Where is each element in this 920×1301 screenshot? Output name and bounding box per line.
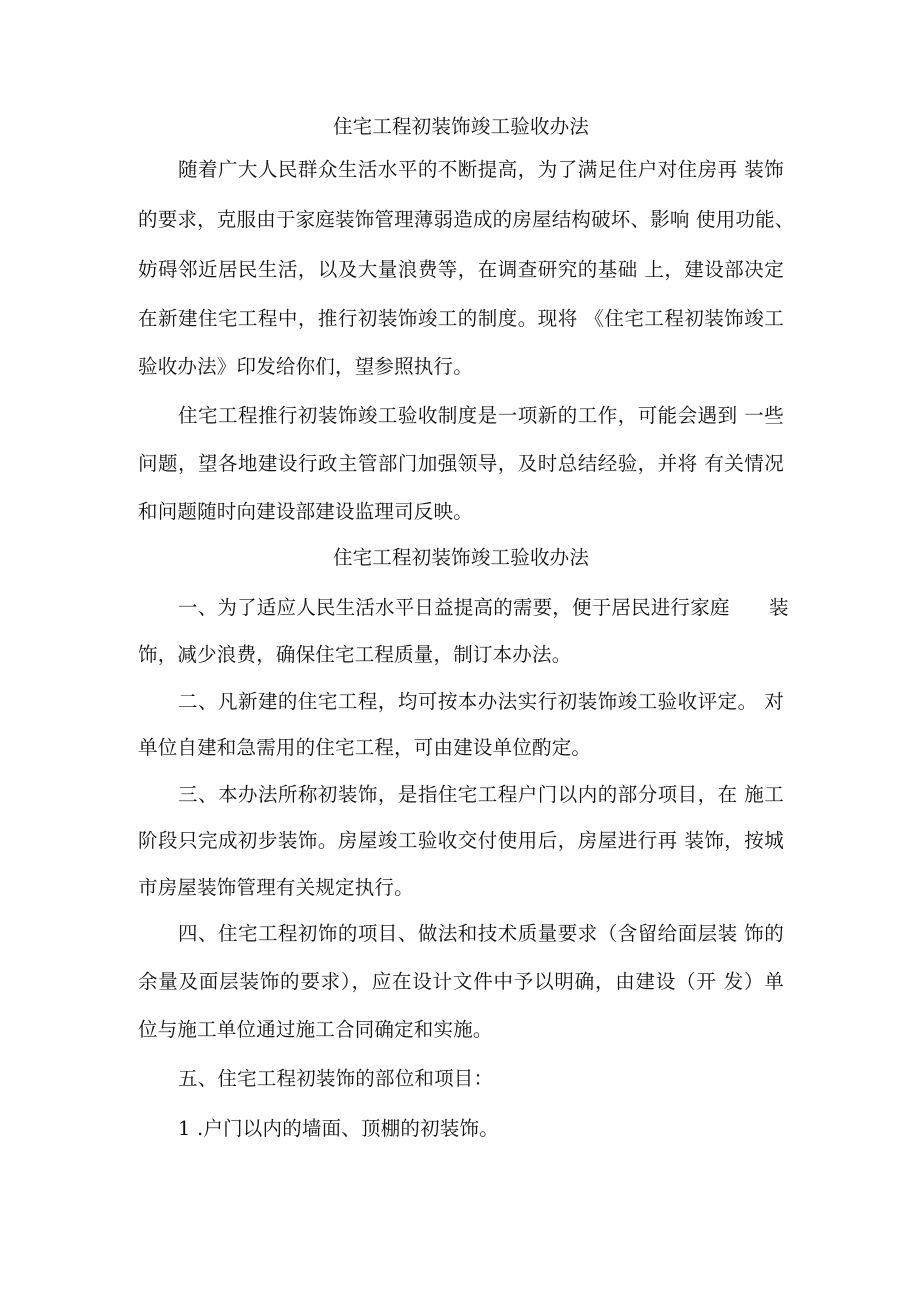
article-4-line-2: 余量及面层装饰的要求），应在设计文件中予以明确，由建设（开 发）单	[138, 970, 784, 993]
article-1-line-2: 饰，减少浪费，确保住宅工程质量，制订本办法。	[138, 643, 572, 666]
section-title: 住宅工程初装饰竣工验收办法	[332, 546, 590, 569]
intro-paragraph-1-line-5: 验收办法》印发给你们，望参照执行。	[138, 355, 473, 378]
intro-paragraph-1-line-1: 随着广大人民群众生活水平的不断提高，为了满足住户对住房再 装饰	[178, 158, 784, 181]
article-3-line-2: 阶段只完成初步装饰。房屋竣工验收交付使用后，房屋进行再 装饰，按城	[138, 829, 784, 852]
article-2-line-2: 单位自建和急需用的住宅工程，可由建设单位酌定。	[138, 736, 592, 759]
intro-paragraph-2-line-3: 和问题随时向建设部建设监理司反映。	[138, 500, 473, 523]
intro-paragraph-1-line-2: 的要求，克服由于家庭装饰管理薄弱造成的房屋结构破坏、影响 使用功能、	[138, 208, 795, 231]
intro-paragraph-1-line-4: 在新建住宅工程中，推行初装饰竣工的制度。现将 《住宅工程初装饰竣工	[138, 307, 784, 330]
intro-paragraph-1-line-3: 妨碍邻近居民生活，以及大量浪费等，在调查研究的基础 上，建设部决定	[138, 258, 784, 281]
article-4-line-1: 四、住宅工程初饰的项目、做法和技术质量要求（含留给面层装 饰的	[178, 922, 784, 945]
article-1-line-1: 一、为了适应人民生活水平日益提高的需要，便于居民进行家庭 装	[178, 596, 789, 619]
intro-paragraph-2-line-1: 住宅工程推行初装饰竣工验收制度是一项新的工作，可能会遇到 一些	[178, 404, 784, 427]
article-3-line-3: 市房屋装饰管理有关规定执行。	[138, 876, 414, 899]
article-5-heading: 五、住宅工程初装饰的部位和项目：	[178, 1067, 494, 1090]
article-3-line-1: 三、本办法所称初装饰，是指住宅工程户门以内的部分项目，在 施工	[178, 783, 784, 806]
article-2-line-1: 二、凡新建的住宅工程，均可按本办法实行初装饰竣工验收评定。 对	[178, 690, 784, 713]
document-title: 住宅工程初装饰竣工验收办法	[332, 115, 590, 138]
article-4-line-3: 位与施工单位通过施工合同确定和实施。	[138, 1018, 493, 1041]
intro-paragraph-2-line-2: 问题，望各地建设行政主管部门加强领导，及时总结经验，并将 有关情况	[138, 452, 784, 475]
article-5-item-1: 1 .户门以内的墙面、顶棚的初装饰。	[178, 1117, 499, 1140]
